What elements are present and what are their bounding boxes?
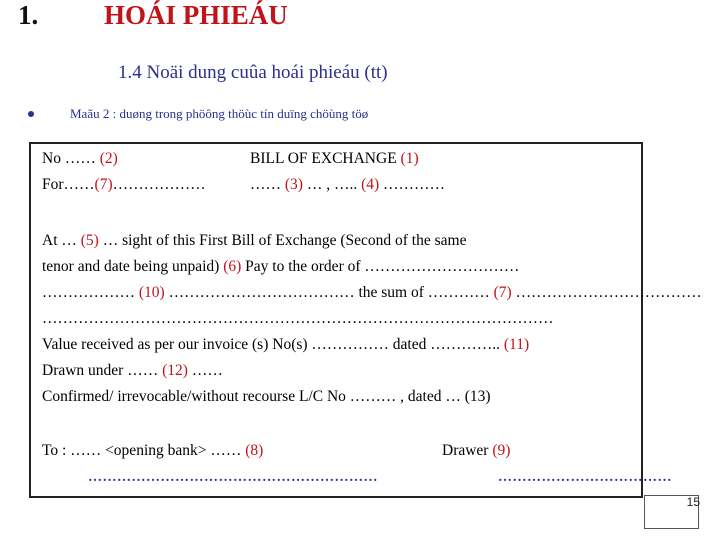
page-number: 15 — [686, 495, 700, 509]
form-drawer-line: Drawer (9) — [442, 442, 511, 459]
bullet-text: Maãu 2 : duøng trong phöông thöùc tín duïng chöùng töø — [70, 106, 369, 121]
drawer-signature-dots: ……………………………… — [498, 470, 672, 485]
section-number: 1. — [18, 0, 39, 30]
form-to-line: To : …… <opening bank> …… (8) — [42, 442, 264, 459]
form-no-line: No …… (2) — [42, 150, 118, 167]
to-signature-dots: …………………………………………………… — [88, 470, 378, 485]
form-drawn-line: Drawn under …… (12) …… — [42, 362, 223, 379]
section-title: HOÁI PHIEÁU — [104, 0, 288, 30]
form-confirmed-line: Confirmed/ irrevocable/without recourse L/C No ……… , dated … (13) — [42, 388, 491, 405]
form-tenor-line: tenor and date being unpaid) (6) Pay to the order of ………………………… — [42, 258, 520, 275]
form-date-line: …… (3) … , ….. (4) ………… — [250, 176, 446, 193]
form-value-line: Value received as per our invoice (s) No(s) …………… dated ………….. (11) — [42, 336, 530, 353]
subsection-title: 1.4 Noäi dung cuûa hoái phieáu (tt) — [118, 62, 388, 83]
form-title: BILL OF EXCHANGE (1) — [250, 150, 419, 167]
form-dotted-line: ……………………………………………………………………………………… — [42, 310, 554, 327]
form-at-line: At … (5) … sight of this First Bill of Exchange (Second of the same — [42, 232, 467, 249]
form-sum-line: ……………… (10) ……………………………… the sum of ………… (7) ……………………………… — [42, 284, 702, 301]
bullet-icon — [28, 111, 34, 117]
form-for-line: For……(7)……………… — [42, 176, 206, 193]
